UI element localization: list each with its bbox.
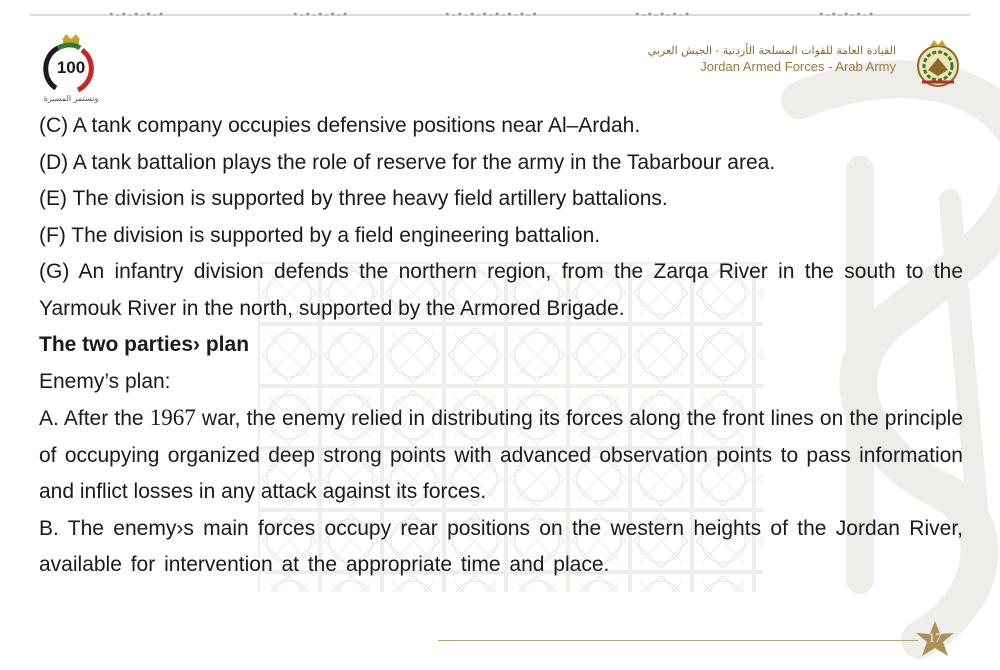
arabic-title: القيادة العامة للقوات المسلحة الأردنية - الجيش العربي <box>647 44 896 57</box>
organization-header <box>648 44 896 74</box>
document-body <box>39 108 963 584</box>
top-ornament: •-•-•-•-•-•-•-• <box>444 8 539 21</box>
point-a <box>39 400 963 511</box>
subsection-label: Enemy’s plan: <box>39 369 171 393</box>
list-item-g: (G) An infantry division defends the northern region, from the Zarqa River in the south to the Yarmouk River in the north, supported by the Armored Brigade. <box>39 260 963 320</box>
list-item-f: (F) The division is supported by a field engineering battalion. <box>39 223 601 247</box>
point-a-prefix: A. After the <box>39 407 150 430</box>
point-a-year: 1967 <box>149 405 196 430</box>
english-title: Jordan Armed Forces - Arab Army <box>700 59 896 74</box>
jordan-armed-forces-emblem-icon <box>912 38 964 90</box>
top-ornament: •-•-•-•-• <box>818 8 876 21</box>
centennial-number: 100 <box>56 58 86 77</box>
list-item-e: (E) The division is supported by three heavy field artillery battalions. <box>39 187 668 210</box>
top-ornament: •-•-•-•-• <box>292 8 350 21</box>
centennial-caption: ونستمر المسيرة <box>43 94 99 103</box>
section-heading: The two parties› plan <box>39 333 250 356</box>
top-ornament: •-•-•-•-• <box>108 8 166 21</box>
top-ornament: •-•-•-•-• <box>634 8 692 21</box>
list-item-c: (C) A tank company occupies defensive positions near Al–Ardah. <box>39 114 641 137</box>
page-number: 17 <box>928 630 942 645</box>
point-b: B. The enemy›s main forces occupy rear positions on the western heights of the Jordan River, available for intervention at the appropriate time and place. <box>39 516 963 576</box>
list-item-d: (D) A tank battalion plays the role of reserve for the army in the Tabarbour area. <box>39 150 776 174</box>
point-a-suffix: war, the enemy relied in distributing its forces along the front lines on the principle of occupying organized deep strong points with advanced observation points to pass information and inflict losses in any attack against its forces. <box>39 407 963 503</box>
footer-divider <box>438 640 918 641</box>
